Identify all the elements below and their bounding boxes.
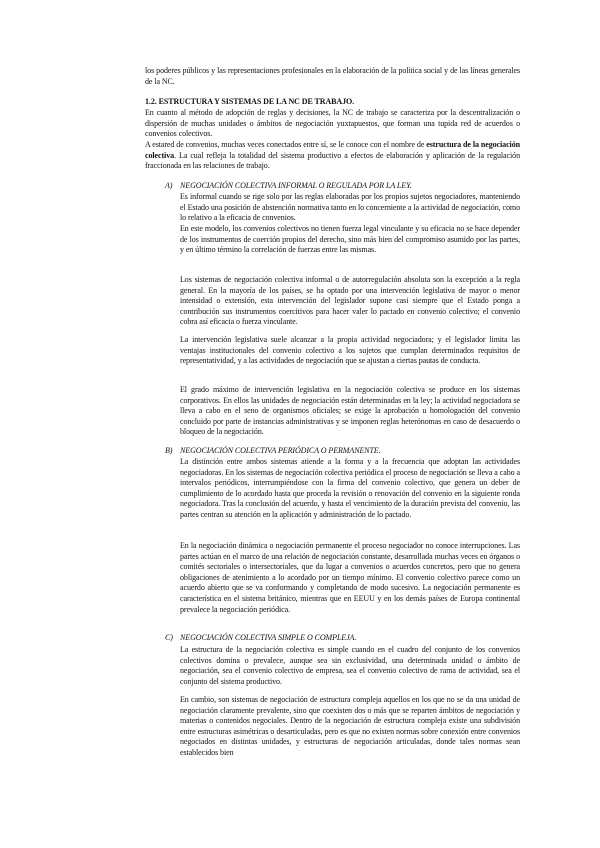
- subsection-a-paragraph-5: El grado máximo de intervención legislativa en la negociación colectiva se produce en los sistemas corporativos. En ellos las unidades de negociación están determinadas en la ley; la actividad negociadora se lleva a cabo en el seno de organismos oficiales; se exige la aprobación u homologación del convenio concluido por parte de instancias administrativas y se imponen reglas heterónomas en caso de desacuerdo o bloqueo de la negociación.: [180, 385, 520, 437]
- subsection-c-title: NEGOCIACIÓN COLECTIVA SIMPLE O COMPLEJA.: [180, 633, 357, 642]
- paragraph-method: En cuanto al método de adopción de reglas y decisiones, la NC de trabajo se caracteriza por la descentralización o dispersión de muchas unidades o ámbitos de negociación yuxtapuestos, que forman una tupida red de acuerdos o convenios colectivos.: [145, 108, 520, 139]
- subsection-c-letter: C): [165, 633, 173, 642]
- subsection-b-paragraph-1: La distinción entre ambos sistemas atiende a la forma y a la frecuencia que adoptan las actividades negociadoras. En los sistemas de negociación colectiva periódica el proceso de negociación se lleva a cabo a intervalos periódicos, interrumpiéndose con la firma del convenio colectivo, que genera un deber de cumplimiento de lo acordado hasta que proceda la revisión o renovación del convenio en la siguiente ronda negociadora. Tras la conclusión del acuerdo, y hasta el vencimiento de la duración prevista del convenio, las partes centran su atención en la aplicación y administración de lo pactado.: [180, 457, 520, 519]
- subsection-b-paragraph-2: En la negociación dinámica o negociación permanente el proceso negociador no conoce interrupciones. Las partes actúan en el marco de una relación de negociación constante, desarrollada muchas veces en órganos o comités sectoriales o intersectoriales, que da lugar a convenios o acuerdos concretos, pero que no genera obligaciones de atenimiento a lo acordado por un tiempo mínimo. El convenio colectivo parece como un acuerdo abierto que se va conformando y completando de modo sucesivo. La negociación permanente es característica en el sistema británico, mientras que en EEUU y en los demás países de Europa continental prevalece la negociación periódica.: [180, 541, 520, 614]
- subsection-a-paragraph-2: En este modelo, los convenios colectivos no tienen fuerza legal vinculante y su eficacia no se hace depender de los instrumentos de coerción propios del derecho, sino más bien del compromiso asumido por las partes, y en último término la correlación de fuerzas entre las mismas.: [180, 224, 520, 255]
- paragraph-structure: [145, 140, 520, 172]
- paragraph-structure-text-a: A estared de convenios, muchas veces conectados entre sí, se le conoce con el nombre de: [145, 140, 427, 149]
- subsection-c-paragraph-1: La estructura de la negociación colectiva es simple cuando en el cuadro del conjunto de los convenios colectivos domina o prevalece, aunque sea sin exclusividad, una determinada unidad o ámbito de negociación, sea el convenio colectivo de empresa, sea el convenio colectivo de rama de actividad, sea el conjunto del sistema productivo.: [180, 645, 520, 686]
- subsection-a-paragraph-3: Los sistemas de negociación colectiva informal o de autorregulación absoluta son la excepción a la regla general. En la mayoría de los países, se ha optado por una intervención legislativa de mayor o menor intensidad o extensión, esta intervención del legislador supone casi siempre que el Estado ponga a contribución sus instrumentos coercitivos para hacer valer lo pactado en convenio colectivo; el convenio cobra así eficacia o fuerza vinculante.: [180, 275, 520, 327]
- subsection-b-letter: B): [165, 446, 173, 455]
- subsection-b-title: NEGOCIACIÓN COLECTIVA PERIÓDICA O PERMANENTE.: [180, 446, 381, 455]
- subsection-c-paragraph-2: En cambio, son sistemas de negociación de estructura compleja aquellos en los que no se da una unidad de negociación claramente prevalente, sino que coexisten dos o más que se reparten ámbitos de negociación y materias o contenidos negociales. Dentro de la negociación de estructura compleja existe una subdivisión entre estructuras asimétricas o desarticuladas, pero es que no existen normas sobre conexión entre convenios negociados en distintas unidades, y estructuras de negociación articuladas, donde tales normas sean establecidos bien: [180, 695, 520, 757]
- subsection-a-paragraph-4: La intervención legislativa suele alcanzar a la propia actividad negociadora; y el legislador limita las ventajas institucionales del convenio colectivo a los sujetos que cumplan determinados requisitos de representatividad, y a las actividades de negociación que se ajustan a ciertas pautas de conducta.: [180, 335, 520, 366]
- subsection-a-paragraph-1: Es informal cuando se rige solo por las reglas elaboradas por los propios sujetos negociadores, manteniendo el Estado una posición de abstención normativa tanto en lo concerniente a la actividad de negociación, como lo relativo a la eficacia de convenios.: [180, 192, 520, 223]
- paragraph-structure-bold: estructura de la negociación colectiva: [145, 140, 520, 160]
- subsection-a-title: NEGOCIACIÓN COLECTIVA INFORMAL O REGULADA POR LA LEY.: [180, 181, 412, 190]
- paragraph-structure-text-b: . La cual refleja la totalidad del sistema productivo a efectos de elaboración y aplicación de la regulación fraccionada en las relaciones de trabajo.: [145, 150, 520, 171]
- subsection-a-letter: A): [165, 181, 173, 190]
- section-heading: 1.2. ESTRUCTURA Y SISTEMAS DE LA NC DE TRABAJO.: [145, 97, 355, 106]
- intro-paragraph: los poderes públicos y las representaciones profesionales en la elaboración de la política social y de las líneas generales de la NC.: [145, 66, 520, 86]
